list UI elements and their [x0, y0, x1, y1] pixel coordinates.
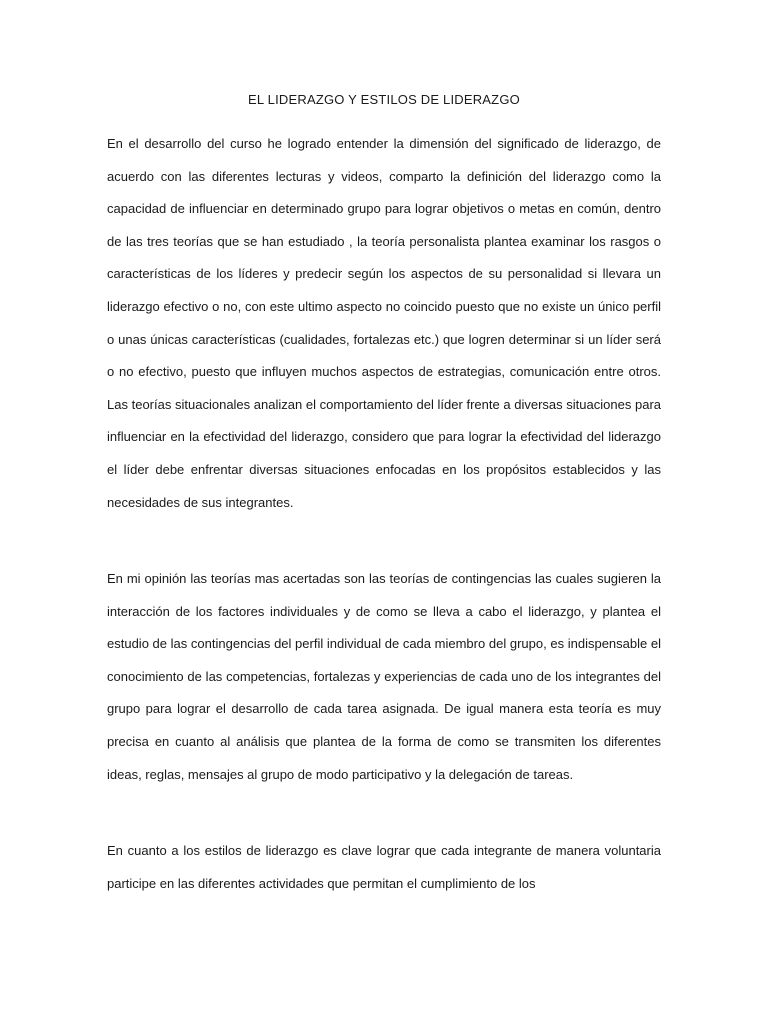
paragraph-2: En mi opinión las teorías mas acertadas son las teorías de contingencias las cuales sugieren la interacción de los factores individuales y de como se lleva a cabo el liderazgo, y plantea el estudio de las contingencias del perfil individual de cada miembro del grupo, es indispensable el conocimiento de las competencias, fortalezas y experiencias de cada uno de los integrantes del grupo para lograr el desarrollo de cada tarea asignada. De igual manera esta teoría es muy precisa en cuanto al análisis que plantea de la forma de como se transmiten los diferentes ideas, reglas, mensajes al grupo de modo participativo y la delegación de tareas.: [107, 571, 661, 782]
document-title: EL LIDERAZGO Y ESTILOS DE LIDERAZGO: [248, 92, 520, 107]
paragraph-3: En cuanto a los estilos de liderazgo es clave lograr que cada integrante de manera voluntaria participe en las diferentes actividades que permitan el cumplimiento de los: [107, 843, 661, 891]
paragraph-1: En el desarrollo del curso he logrado entender la dimensión del significado de liderazgo, de acuerdo con las diferentes lecturas y videos, comparto la definición del liderazgo como la capacidad de influenciar en determinado grupo para lograr objetivos o metas en común, dentro de las tres teorías que se han estudiado , la teoría personalista plantea examinar los rasgos o características de los líderes y predecir según los aspectos de su personalidad si llevara un liderazgo efectivo o no, con este ultimo aspecto no coincido puesto que no existe un único perfil o unas únicas características (cualidades, fortalezas etc.) que logren determinar si un líder será o no efectivo, puesto que influyen muchos aspectos de estrategias, comunicación entre otros. Las teorías situacionales analizan el comportamiento del líder frente a diversas situaciones para influenciar en la efectividad del liderazgo, considero que para lograr la efectividad del liderazgo el líder debe enfrentar diversas situaciones enfocadas en los propósitos establecidos y las necesidades de sus integrantes.: [107, 136, 661, 510]
